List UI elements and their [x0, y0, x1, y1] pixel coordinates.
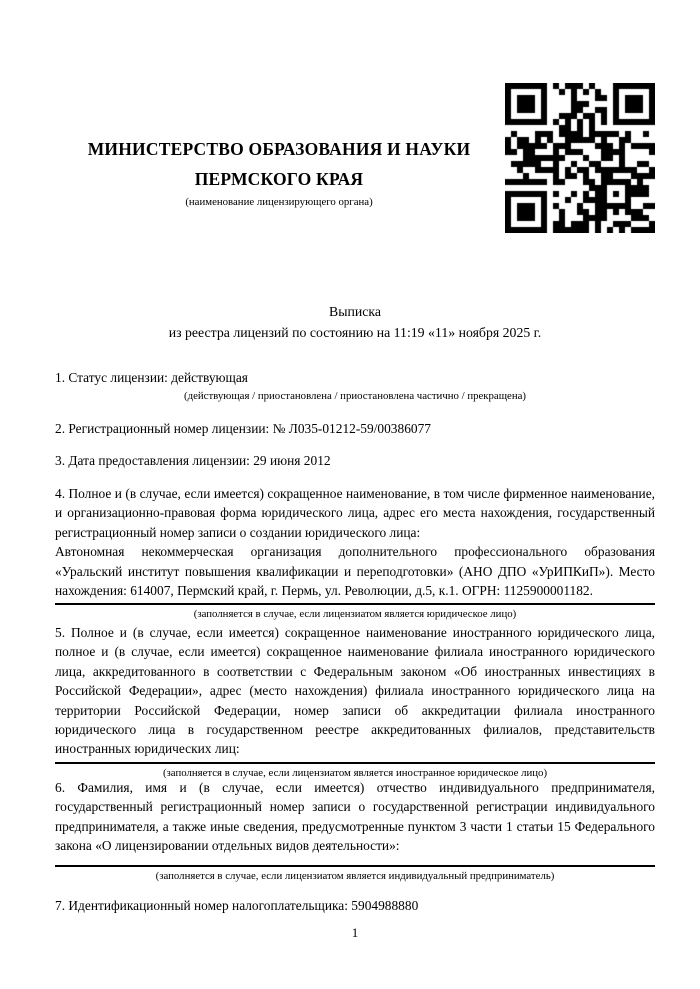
- item-individual-entrepreneur: [55, 778, 655, 883]
- document-title: [55, 301, 655, 343]
- individual-entrepreneur-question: 6. Фамилия, имя и (в случае, если имеется) отчество индивидуального предпринимателя, государственный регистрационный номер записи о государственной регистрации индивидуального предпринимателя, а также иные сведения, предусмотренные пунктом 3 части 1 статьи 15 Федерального закона «О лицензировании отдельных видов деятельности»:: [55, 780, 655, 854]
- license-status-text: 1. Статус лицензии: действующая: [55, 370, 248, 385]
- taxpayer-number-text: 7. Идентификационный номер налогоплательщика: 5904988880: [55, 898, 419, 913]
- legal-entity-ruled-line: [55, 603, 655, 605]
- license-status-note: (действующая / приостановлена / приостановлена частично / прекращена): [184, 390, 526, 403]
- legal-entity-answer: Автономная некоммерческая организация дополнительного профессионального образования «Уральский институт повышения квалификации и переподготовки» (АНО ДПО «УрИПКиП»). Место нахождения: 614007, Пермский край, г. Пермь, ул. Революции, д.5, к.1. ОГРН: 1125900001182.: [55, 544, 655, 599]
- individual-entrepreneur-ruled-line: [55, 865, 655, 867]
- page-number: 1: [351, 925, 359, 940]
- ministry-name-line2: ПЕРМСКОГО КРАЯ: [194, 169, 364, 189]
- item-grant-date: [55, 451, 655, 470]
- foreign-entity-ruled-line: [55, 762, 655, 764]
- legal-entity-question: 4. Полное и (в случае, если имеется) сокращенное наименование, в том числе фирменное наименование, и организационно-правовая форма юридического лица, адрес его места нахождения, государственный регистрационный номер записи о создании юридического лица:: [55, 486, 655, 540]
- registration-number-text: 2. Регистрационный номер лицензии: № Л035-01212-59/00386077: [55, 421, 431, 436]
- foreign-entity-note: (заполняется в случае, если лицензиатом является иностранное юридическое лицо): [162, 766, 548, 779]
- item-license-status: [55, 368, 655, 403]
- title-line2: из реестра лицензий по состоянию на 11:19 «11» ноября 2025 г.: [168, 325, 542, 340]
- item-taxpayer-number: [55, 896, 655, 915]
- ministry-name-line1: МИНИСТЕРСТВО ОБРАЗОВАНИЯ И НАУКИ: [87, 139, 471, 159]
- grant-date-text: 3. Дата предоставления лицензии: 29 июня 2012: [55, 453, 331, 468]
- legal-entity-note: (заполняется в случае, если лицензиатом является юридическое лицо): [193, 608, 517, 621]
- title-line1: Выписка: [329, 304, 381, 319]
- item-registration-number: [55, 419, 655, 438]
- document-content: [55, 0, 655, 989]
- individual-entrepreneur-note: (заполняется в случае, если лицензиатом является индивидуальный предприниматель): [155, 869, 555, 882]
- item-foreign-entity: [55, 623, 655, 780]
- foreign-entity-question: 5. Полное и (в случае, если имеется) сокращенное наименование иностранного юридического лица, полное и (в случае, если имеется) сокращенное наименование филиала иностранного юридического лица, аккредитованного в соответствии с Федеральным законом «Об иностранных инвестициях в Российской Федерации», адрес (место нахождения) филиала иностранного юридического лица на территории Российской Федерации, номер записи об аккредитации филиала иностранного юридического лица в государственном реестре аккредитованных филиалов, представительств иностранных юридических лиц:: [55, 625, 655, 757]
- licensing-authority-header: [55, 134, 503, 209]
- ministry-name-note: (наименование лицензирующего органа): [185, 196, 373, 208]
- item-legal-entity: [55, 484, 655, 621]
